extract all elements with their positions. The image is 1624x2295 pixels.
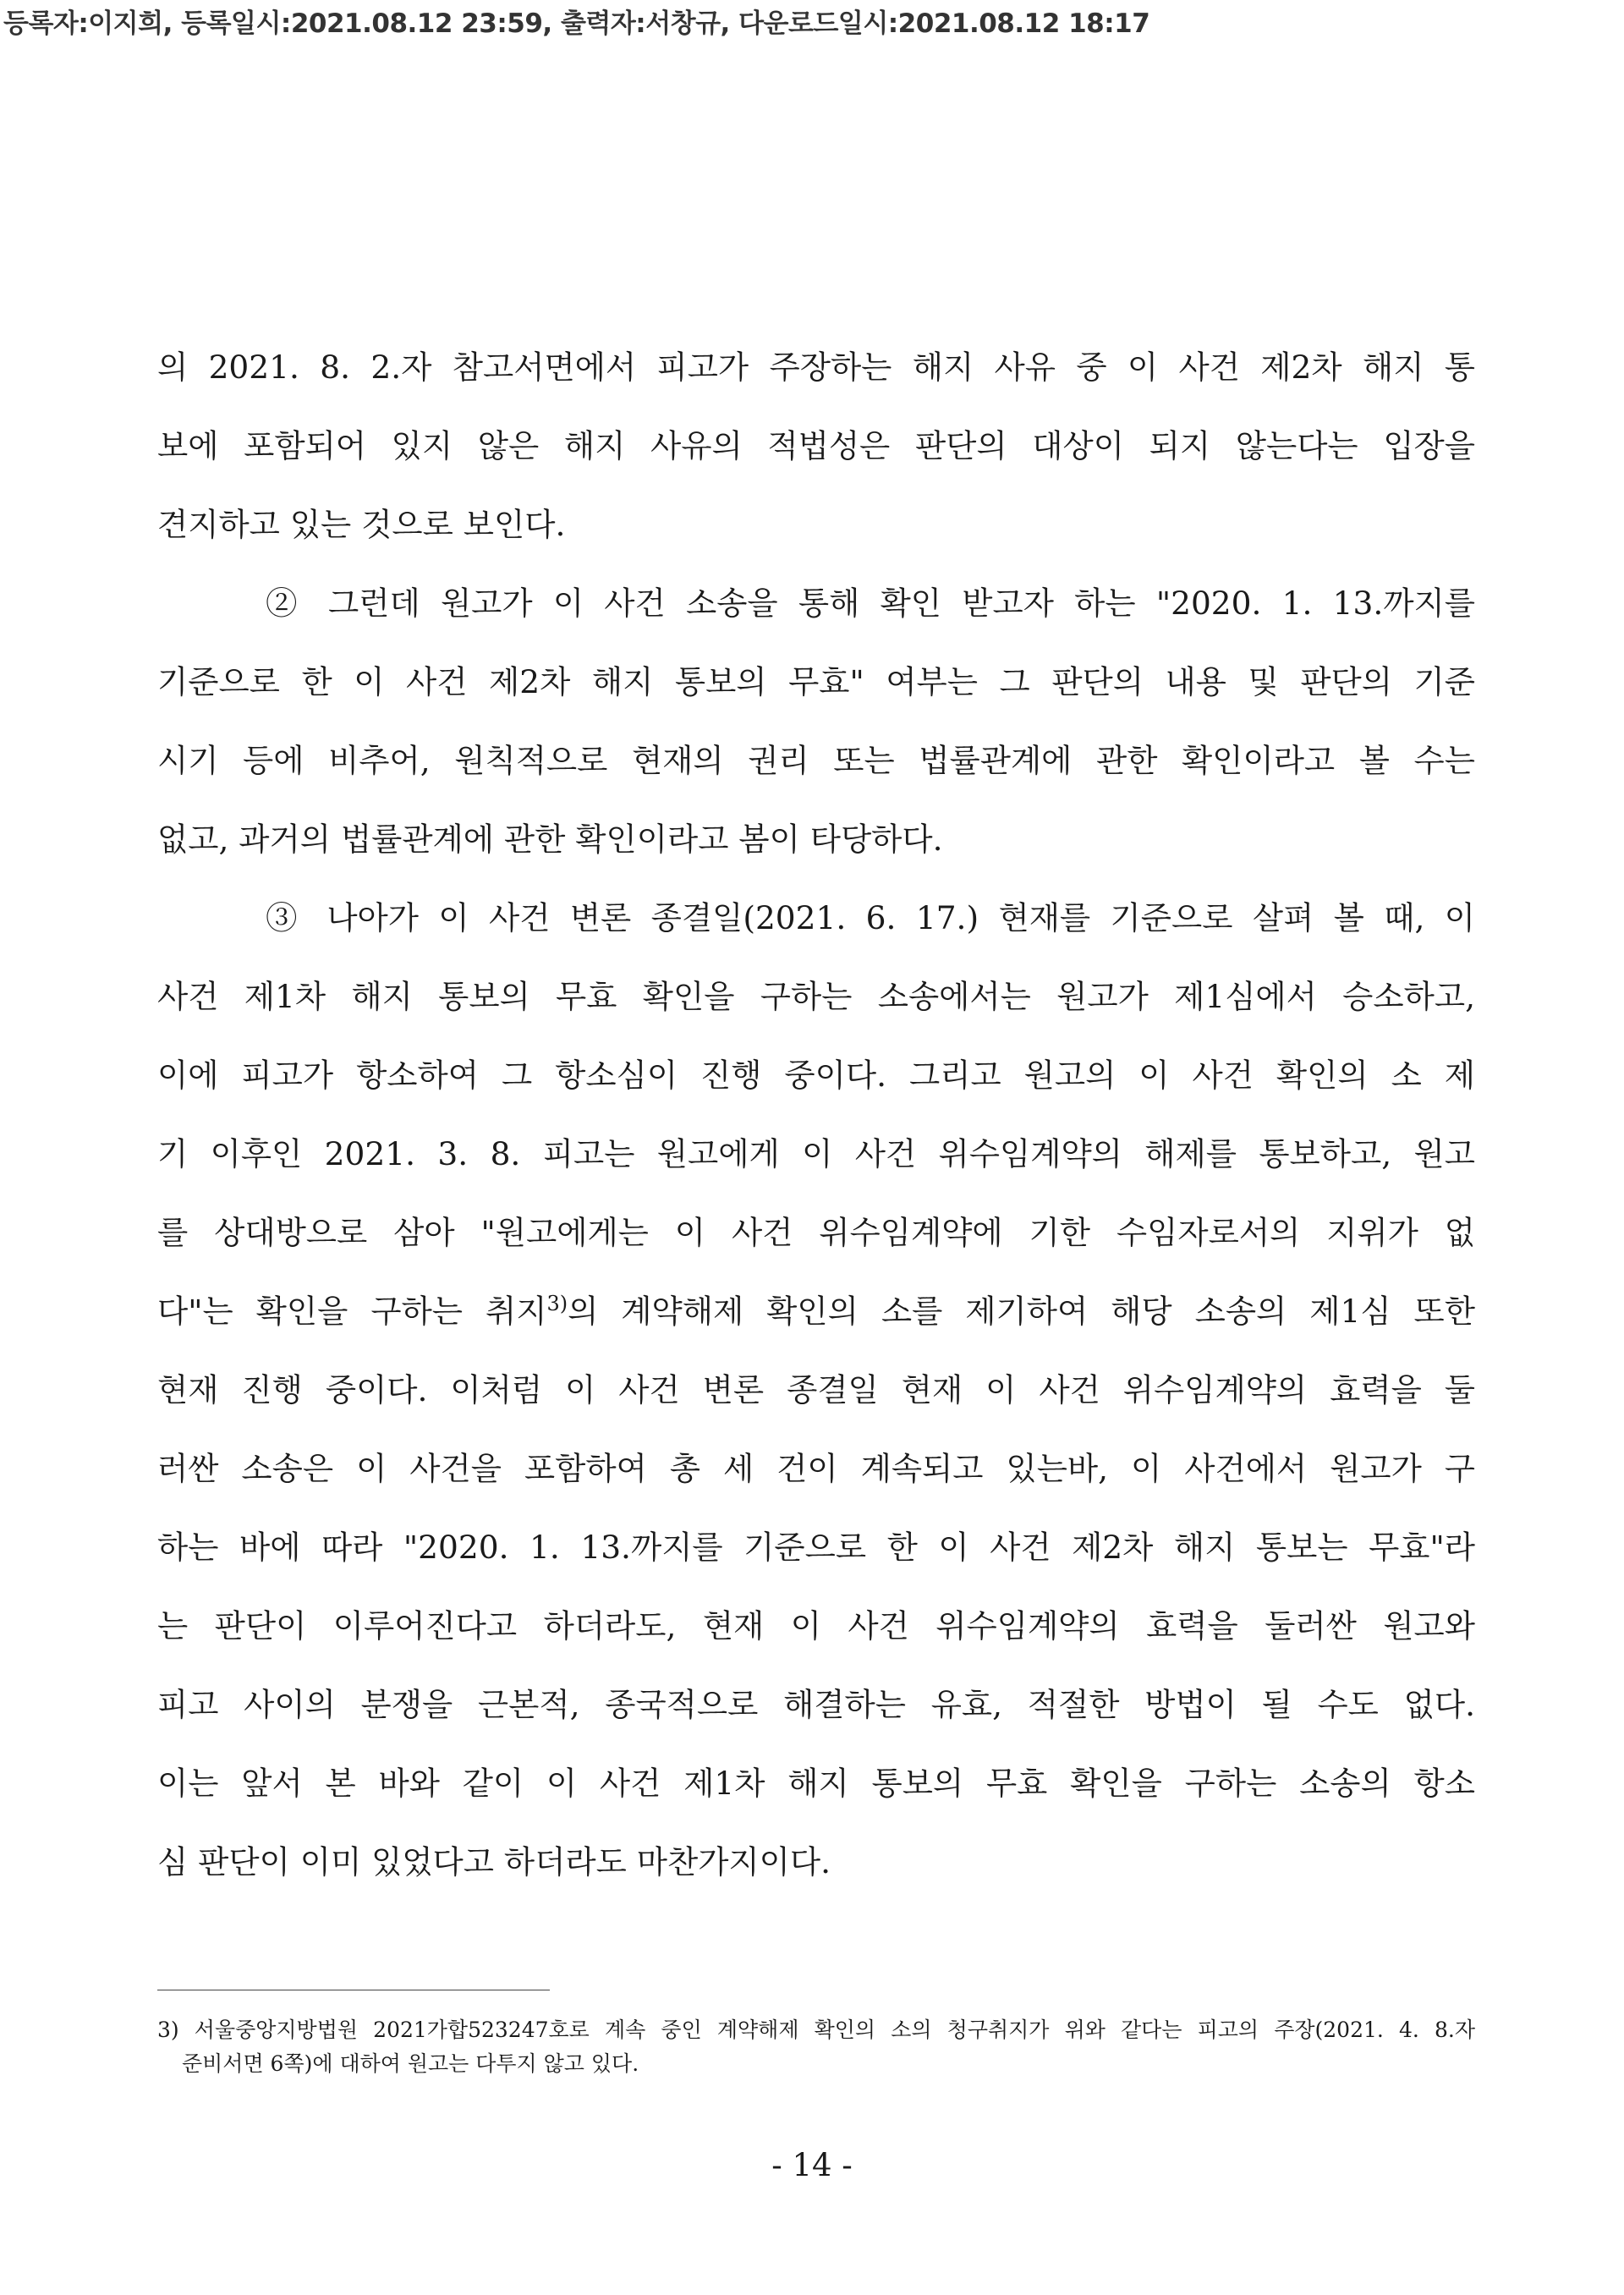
body-line: ③ 나아가 이 사건 변론 종결일(2021. 6. 17.) 현재를 기준으로 살펴 볼 때, 이 bbox=[266, 899, 1475, 936]
body-line: 보에 포함되어 있지 않은 해지 사유의 적법성은 판단의 대상이 되지 않는다는 입장을 bbox=[157, 427, 1475, 464]
body-line: 피고 사이의 분쟁을 근본적, 종국적으로 해결하는 유효, 적절한 방법이 될 수도 없다. bbox=[157, 1686, 1475, 1723]
print-header: 등록자:이지희, 등록일시:2021.08.12 23:59, 출력자:서창규, 다운로드일시:2021.08.12 18:17 bbox=[3, 8, 1150, 39]
body-line: 현재 진행 중이다. 이처럼 이 사건 변론 종결일 현재 이 사건 위수임계약의 효력을 둘 bbox=[157, 1371, 1475, 1408]
body-line-part: 다"는 확인을 구하는 취지 bbox=[157, 1293, 547, 1330]
body-line: 심 판단이 이미 있었다고 하더라도 마찬가지이다. bbox=[157, 1843, 831, 1880]
body-line: 이에 피고가 항소하여 그 항소심이 진행 중이다. 그리고 원고의 이 사건 확인의 소 제 bbox=[157, 1057, 1475, 1094]
body-text bbox=[157, 328, 1475, 1902]
body-line: 견지하고 있는 것으로 보인다. bbox=[157, 506, 566, 543]
body-line: 이는 앞서 본 바와 같이 이 사건 제1차 해지 통보의 무효 확인을 구하는 소송의 항소 bbox=[157, 1765, 1475, 1802]
body-line: ② 그런데 원고가 이 사건 소송을 통해 확인 받고자 하는 "2020. 1. 13.까지를 bbox=[266, 585, 1475, 622]
footnotes bbox=[157, 2013, 1475, 2081]
body-line: 기 이후인 2021. 3. 8. 피고는 원고에게 이 사건 위수임계약의 해제를 통보하고, 원고 bbox=[157, 1135, 1475, 1172]
body-line: 시기 등에 비추어, 원칙적으로 현재의 권리 또는 법률관계에 관한 확인이라고 볼 수는 bbox=[157, 742, 1475, 779]
body-line: 의 2021. 8. 2.자 참고서면에서 피고가 주장하는 해지 사유 중 이 사건 제2차 해지 통 bbox=[157, 349, 1475, 386]
footnote-line: 준비서면 6쪽)에 대하여 원고는 다투지 않고 있다. bbox=[182, 2051, 639, 2076]
body-line: 는 판단이 이루어진다고 하더라도, 현재 이 사건 위수임계약의 효력을 둘러싼 원고와 bbox=[157, 1607, 1475, 1644]
body-line bbox=[157, 1272, 1475, 1351]
page-number: - 14 - bbox=[771, 2147, 853, 2183]
body-line-part: 의 계약해제 확인의 소를 제기하여 해당 소송의 제1심 또한 bbox=[568, 1293, 1475, 1330]
body-line: 를 상대방으로 삼아 "원고에게는 이 사건 위수임계약에 기한 수임자로서의 지위가 없 bbox=[157, 1214, 1475, 1251]
body-line: 사건 제1차 해지 통보의 무효 확인을 구하는 소송에서는 원고가 제1심에서 승소하고, bbox=[157, 978, 1475, 1015]
body-line: 러싼 소송은 이 사건을 포함하여 총 세 건이 계속되고 있는바, 이 사건에서 원고가 구 bbox=[157, 1450, 1475, 1487]
footnote-ref: 3) bbox=[546, 1292, 568, 1315]
body-line: 없고, 과거의 법률관계에 관한 확인이라고 봄이 타당하다. bbox=[157, 821, 943, 858]
footnote-line: 3) 서울중앙지방법원 2021가합523247호로 계속 중인 계약해제 확인의 소의 청구취지가 위와 같다는 피고의 주장(2021. 4. 8.자 bbox=[157, 2018, 1475, 2042]
body-line: 기준으로 한 이 사건 제2차 해지 통보의 무효" 여부는 그 판단의 내용 및 판단의 기준 bbox=[157, 663, 1475, 700]
body-line: 하는 바에 따라 "2020. 1. 13.까지를 기준으로 한 이 사건 제2차 해지 통보는 무효"라 bbox=[157, 1529, 1475, 1566]
